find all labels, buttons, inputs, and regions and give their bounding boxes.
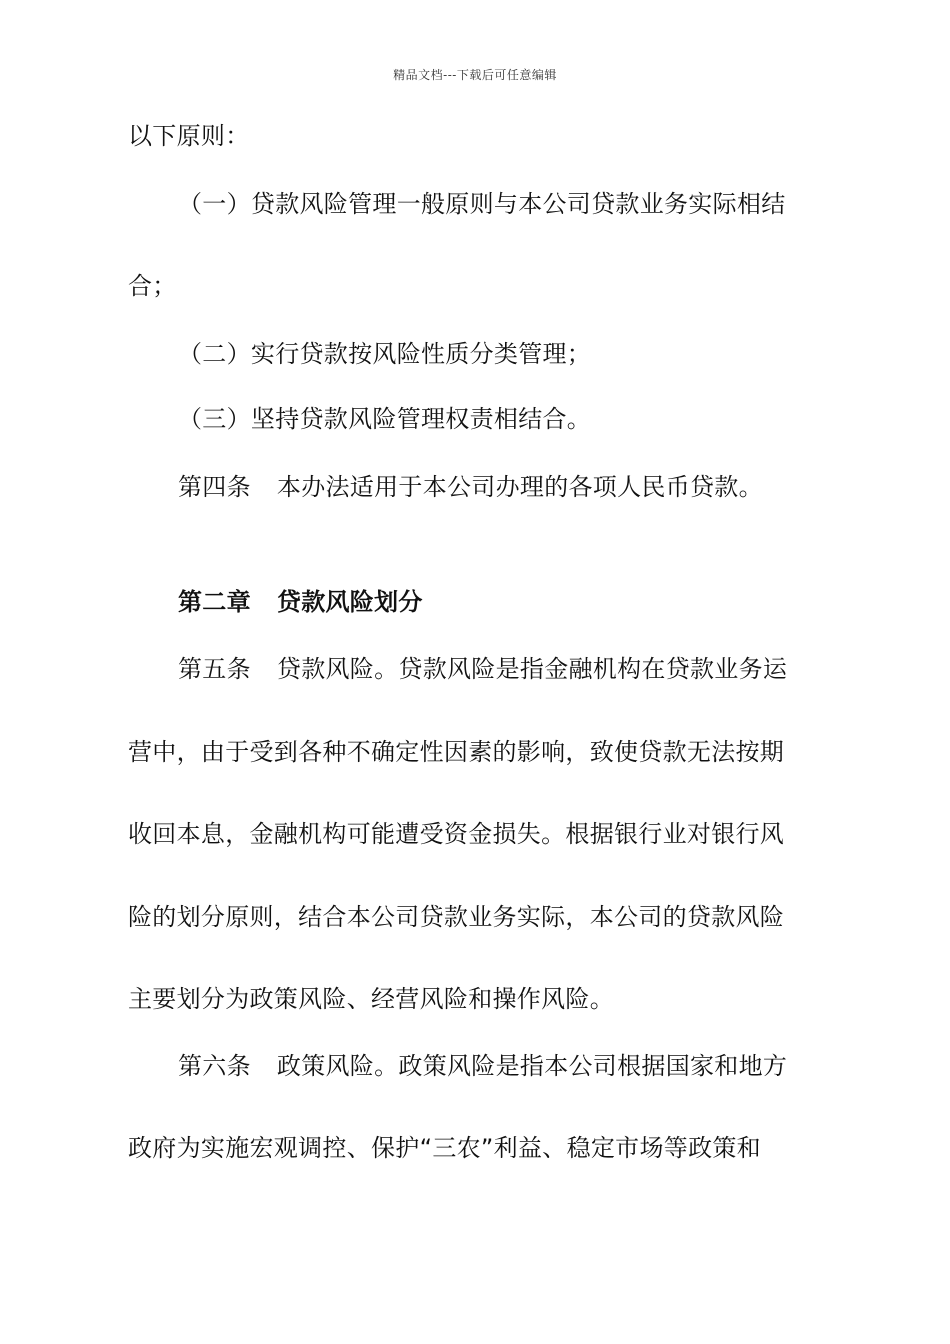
article-text: 本办法适用于本公司办理的各项人民币贷款。 (276, 473, 763, 501)
chapter-title: 贷款风险划分 (276, 588, 423, 616)
chapter-number: 第二章 (178, 588, 251, 616)
page-header: 精品文档---下载后可任意编辑 (393, 68, 557, 82)
text-line: （三）坚持贷款风险管理权责相结合。 (178, 405, 592, 433)
text-line: 政府为实施宏观调控、保护“三农”利益、稳定市场等政策和 (128, 1134, 761, 1162)
article-number: 第五条 (178, 655, 251, 683)
text-line: （二）实行贷款按风险性质分类管理； (178, 340, 592, 368)
article-number: 第六条 (178, 1052, 251, 1080)
text-line: 合； (128, 272, 177, 300)
text-line: 收回本息，金融机构可能遭受资金损失。根据银行业对银行风 (128, 820, 785, 848)
article-text: 政策风险。政策风险是指本公司根据国家和地方 (276, 1052, 788, 1080)
article-5 (178, 653, 878, 685)
text-line: 以下原则： (128, 122, 250, 150)
article-6 (178, 1050, 878, 1082)
article-4 (178, 471, 878, 503)
chapter-heading (178, 586, 878, 618)
article-number: 第四条 (178, 473, 251, 501)
text-line: 主要划分为政策风险、经营风险和操作风险。 (128, 985, 614, 1013)
text-line: 险的划分原则，结合本公司贷款业务实际，本公司的贷款风险 (128, 903, 785, 931)
text-line: （一）贷款风险管理一般原则与本公司贷款业务实际相结 (178, 190, 786, 218)
article-text: 贷款风险。贷款风险是指金融机构在贷款业务运 (276, 655, 788, 683)
text-line: 营中，由于受到各种不确定性因素的影响，致使贷款无法按期 (128, 738, 785, 766)
